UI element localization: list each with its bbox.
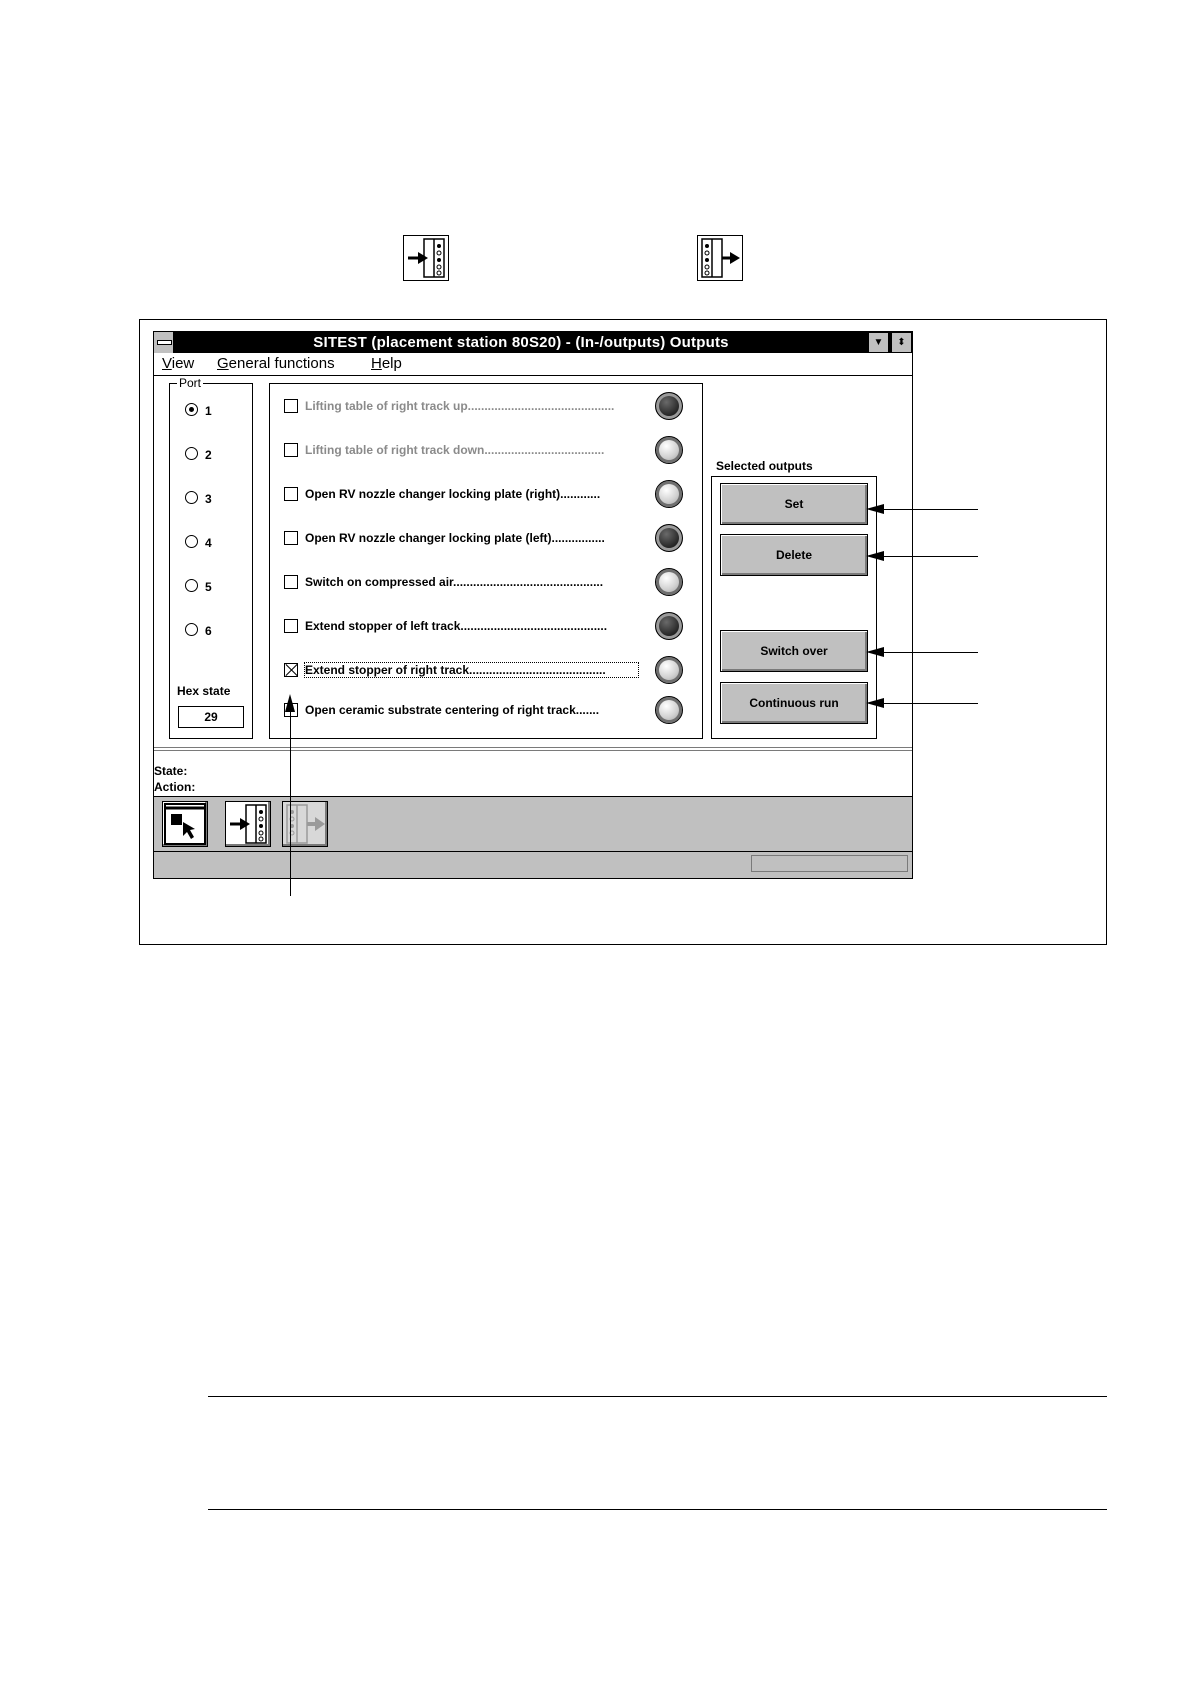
status-lamp-icon: [655, 480, 683, 508]
radio-button[interactable]: [185, 623, 198, 636]
output-checkbox[interactable]: [284, 487, 298, 501]
radio-button[interactable]: [185, 579, 198, 592]
callout-line: [875, 509, 978, 510]
delete-button[interactable]: Delete: [720, 534, 868, 576]
status-lamp-icon: [655, 568, 683, 596]
select-tool-button[interactable]: [162, 801, 208, 847]
inputs-tool-button[interactable]: [225, 801, 271, 847]
title-bar: [154, 332, 912, 353]
menu-view[interactable]: View: [162, 355, 195, 372]
status-field: [751, 855, 908, 872]
checkbox-callout-line: [290, 712, 291, 896]
status-lamp-icon: [655, 392, 683, 420]
callout-arrowhead: [866, 504, 884, 514]
port-group: Port 1 2 3 4 5 6 Hex state 29: [169, 383, 253, 739]
minimize-button[interactable]: ▼: [868, 332, 889, 353]
selected-outputs-label: Selected outputs: [716, 459, 813, 473]
output-checkbox[interactable]: [284, 663, 298, 677]
status-lamp-icon: [655, 436, 683, 464]
output-row[interactable]: [284, 612, 689, 640]
rule-top: [208, 1396, 1107, 1397]
output-label: Open RV nozzle changer locking plate (right)............: [305, 487, 601, 501]
select-cursor-icon: [163, 802, 207, 846]
output-checkbox[interactable]: [284, 399, 298, 413]
output-label: Open ceramic substrate centering of right track.......: [305, 703, 600, 717]
output-row[interactable]: [284, 524, 689, 552]
menu-bar: [154, 353, 912, 376]
callout-line: [875, 652, 978, 653]
switch-over-button[interactable]: Switch over: [720, 630, 868, 672]
status-lamp-icon: [655, 696, 683, 724]
port-legend: Port: [179, 376, 202, 390]
inputs-icon: [226, 802, 270, 846]
callout-arrowhead: [866, 647, 884, 657]
output-row[interactable]: [284, 656, 689, 684]
output-label: Extend stopper of left track............................................: [305, 619, 608, 633]
output-row[interactable]: [284, 436, 689, 464]
continuous-run-button[interactable]: Continuous run: [720, 682, 868, 724]
radio-button[interactable]: [185, 535, 198, 548]
output-label: Switch on compressed air.............................................: [305, 575, 604, 589]
toolbar: [154, 796, 912, 852]
callout-arrowhead: [866, 698, 884, 708]
status-bar: [154, 852, 912, 878]
output-label: Lifting table of right track up............................................: [305, 399, 615, 413]
separator: [154, 747, 912, 751]
output-label: Lifting table of right track down....................................: [305, 443, 605, 457]
outputs-icon: [697, 235, 743, 281]
output-checkbox[interactable]: [284, 443, 298, 457]
callout-line: [875, 556, 978, 557]
outputs-list: [269, 383, 703, 739]
selected-outputs-group: [711, 476, 877, 739]
set-button[interactable]: Set: [720, 483, 868, 525]
hex-state-label: Hex state: [177, 684, 231, 698]
callout-arrowhead: [866, 551, 884, 561]
output-row[interactable]: [284, 392, 689, 420]
status-lamp-icon: [655, 612, 683, 640]
radio-button[interactable]: [185, 447, 198, 460]
hex-state-field: 29: [178, 706, 244, 728]
menu-general-functions[interactable]: General functions: [217, 355, 335, 372]
restore-button[interactable]: ⬍: [891, 332, 912, 353]
output-row[interactable]: [284, 568, 689, 596]
radio-button[interactable]: [185, 491, 198, 504]
output-checkbox[interactable]: [284, 575, 298, 589]
inputs-icon: [403, 235, 449, 281]
action-label: Action:: [154, 780, 196, 794]
system-menu-button[interactable]: [154, 332, 174, 353]
outputs-tool-button[interactable]: [282, 801, 328, 847]
window-title: SITEST (placement station 80S20) - (In-/outputs) Outputs: [313, 334, 729, 351]
output-label: Extend stopper of right track.........................................: [305, 663, 638, 677]
status-lamp-icon: [655, 524, 683, 552]
outputs-window: [153, 331, 913, 879]
state-label: State:: [154, 764, 188, 778]
rule-bottom: [208, 1509, 1107, 1510]
checkbox-callout-arrowhead: [285, 694, 295, 712]
output-row[interactable]: [284, 696, 689, 724]
output-checkbox[interactable]: [284, 619, 298, 633]
status-lamp-icon: [655, 656, 683, 684]
menu-help[interactable]: Help: [371, 355, 402, 372]
callout-line: [875, 703, 978, 704]
output-label: Open RV nozzle changer locking plate (left)................: [305, 531, 605, 545]
output-row[interactable]: [284, 480, 689, 508]
radio-button[interactable]: [185, 403, 198, 416]
output-checkbox[interactable]: [284, 531, 298, 545]
